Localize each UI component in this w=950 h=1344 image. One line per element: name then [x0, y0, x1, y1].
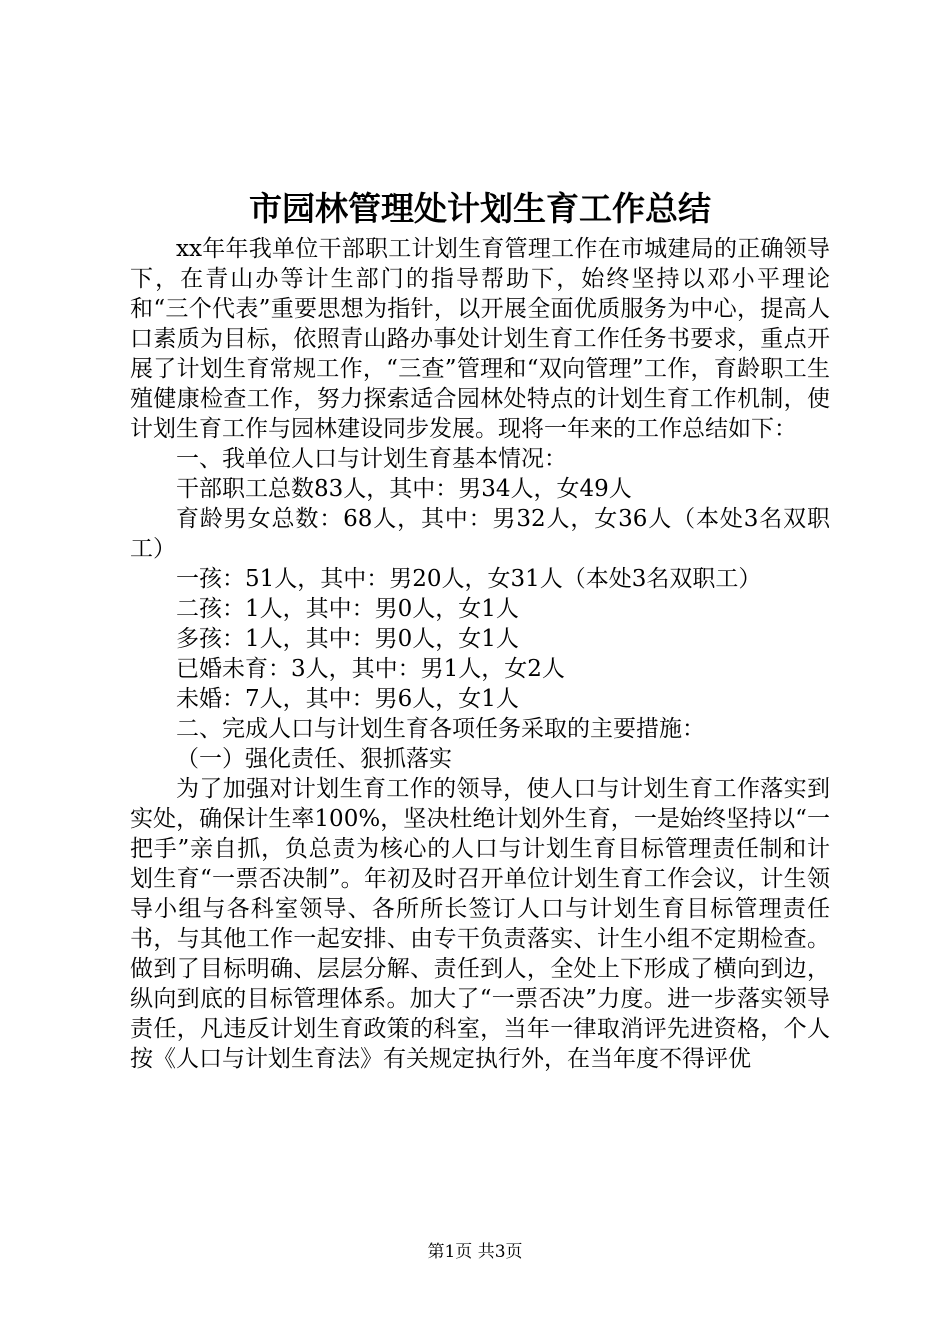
stat-line-two-children: 二孩：1人，其中：男0人，女1人 [176, 596, 519, 622]
stat-line-unmarried: 未婚：7人，其中：男6人，女1人 [176, 686, 519, 712]
stat-line-one-child: 一孩：51人，其中：男20人，女31人（本处3名双职工） [176, 566, 762, 592]
document-title: 市园林管理处计划生育工作总结 [249, 189, 711, 228]
stat-line-multiple-children: 多孩：1人，其中：男0人，女1人 [176, 626, 519, 652]
stat-line-married-no-children: 已婚未育：3人，其中：男1人，女2人 [176, 656, 565, 682]
page-number: 第1页 共3页 [427, 1242, 523, 1262]
subsection-heading-responsibility: （一）强化责任、狠抓落实 [176, 746, 452, 772]
document-body [130, 234, 830, 1074]
section-heading-measures: 二、完成人口与计划生育各项任务采取的主要措施： [176, 716, 705, 742]
stat-line-total-staff: 干部职工总数83人，其中：男34人，女49人 [176, 476, 632, 502]
section-heading-basic-info: 一、我单位人口与计划生育基本情况： [176, 446, 567, 472]
stat-line-childbearing-age: 育龄男女总数：68人，其中：男32人，女36人（本处3名双职工） [130, 506, 830, 562]
paragraph-responsibility: 为了加强对计划生育工作的领导，使人口与计划生育工作落实到实处，确保计生率100%，坚决杜绝计划外生育，一是始终坚持以“一把手”亲自抓，负总责为核心的人口与计划生育目标管理责任制和计划生育“一票否决制”。年初及时召开单位计划生育工作会议，计生领导小组与各科室领导、各所所长签订人口与计划生育目标管理责任书，与其他工作一起安排、由专干负责落实、计生小组不定期检查。做到了目标明确、层层分解、责任到人，全处上下形成了横向到边，纵向到底的目标管理体系。加大了“一票否决”力度。进一步落实领导责任，凡违反计划生育政策的科室，当年一律取消评先进资格，个人按《人口与计划生育法》有关规定执行外，在当年度不得评优 [130, 776, 830, 1072]
paragraph-intro: xx年年我单位干部职工计划生育管理工作在市城建局的正确领导下，在青山办等计生部门的指导帮助下，始终坚持以邓小平理论和“三个代表”重要思想为指针，以开展全面优质服务为中心，提高人口素质为目标，依照青山路办事处计划生育工作任务书要求，重点开展了计划生育常规工作，“三查”管理和“双向管理”工作，育龄职工生殖健康检查工作，努力探索适合园林处特点的计划生育工作机制，使计划生育工作与园林建设同步发展。现将一年来的工作总结如下： [130, 236, 830, 442]
